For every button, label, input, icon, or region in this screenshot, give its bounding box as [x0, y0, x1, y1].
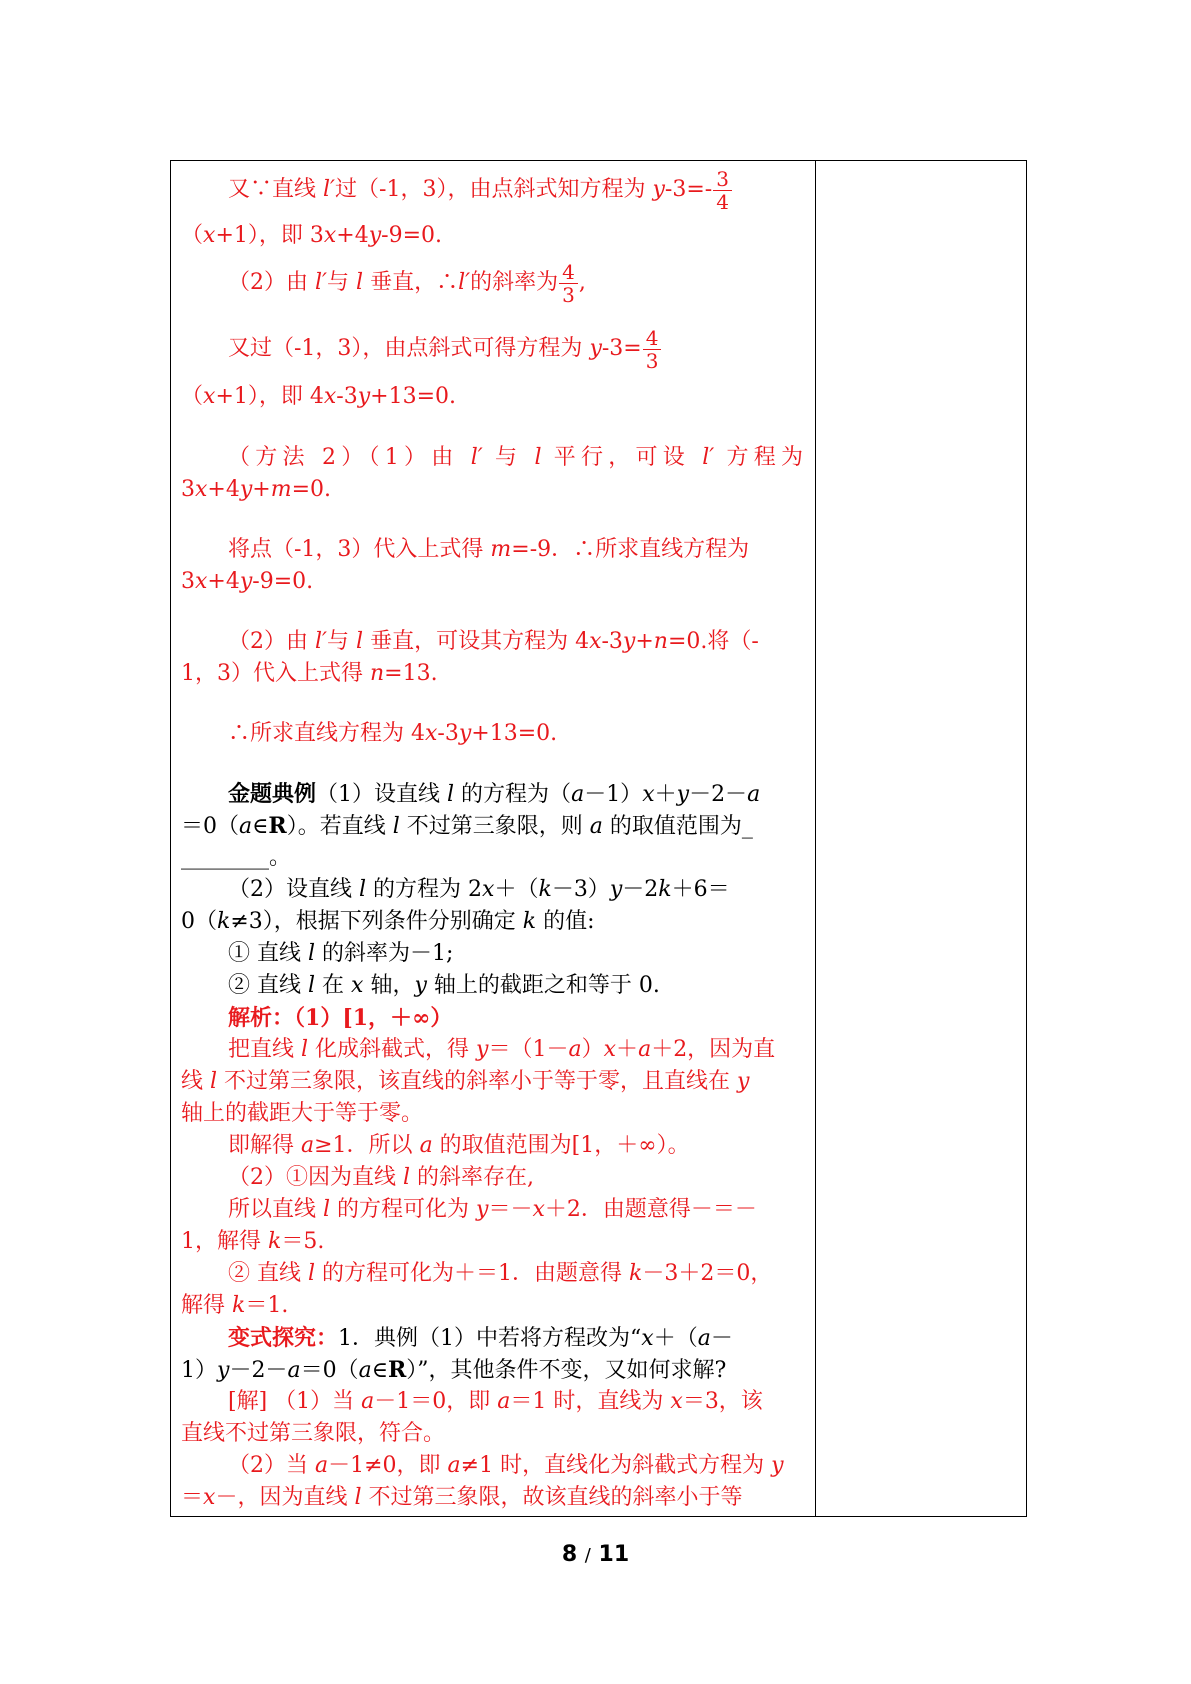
text-line: 解得 k＝1. [181, 1293, 289, 1318]
text-line: ________。 [181, 845, 292, 870]
text-line: （2）①因为直线 l 的斜率存在, [228, 1165, 535, 1190]
text-line: 解析：（1）[1，＋∞） [228, 1005, 453, 1031]
section-heading: 金题典例 [228, 781, 317, 807]
text-line: （2）由 l′与 l 垂直，可设其方程为 4x-3y+n=0.将（- [228, 629, 759, 654]
text-line: 1，3）代入上式得 n=13. [181, 661, 438, 686]
page-total: 11 [598, 1542, 630, 1567]
fraction: $\frac{3}{4}$ [713, 168, 732, 213]
text-line: 0（k≠3），根据下列条件分别确定 k 的值: [181, 909, 595, 934]
text-line: ＝0（a∈R）。若直线 l 不过第三象限，则 a 的取值范围为_ [181, 813, 753, 839]
text-line: 即解得 a≥1．所以 a 的取值范围为[1，＋∞）。 [228, 1133, 690, 1158]
column-divider [815, 161, 816, 1516]
text-line: ② 直线 l 的方程可化为＋＝1．由题意得 k－3＋2＝0， [228, 1261, 773, 1286]
page-number [0, 1542, 1191, 1567]
text-line: 金题典例（1）设直线 l 的方程为（a－1）x＋y－2－a [228, 781, 761, 807]
page-current: 8 [561, 1542, 578, 1567]
text-line: ∴所求直线方程为 4x-3y+13=0. [228, 721, 558, 746]
text-line: 轴上的截距大于等于零。 [181, 1101, 424, 1126]
text-line: ① 直线 l 的斜率为－1; [228, 941, 454, 966]
text-line: 3x+4y+m=0. [181, 477, 332, 502]
text-line: 变式探究：1．典例（1）中若将方程改为“x＋（a－ [228, 1325, 733, 1351]
text-line: ② 直线 l 在 x 轴，y 轴上的截距之和等于 0. [228, 973, 660, 998]
text-line: 又∵直线 l′过（-1，3），由点斜式知方程为 y-3=- $\frac{3}{4}$ [181, 164, 803, 216]
text-line: 3x+4y-9=0. [181, 569, 314, 594]
text-line: （2）当 a－1≠0，即 a≠1 时，直线化为斜截式方程为 y [228, 1453, 784, 1478]
text-line: ＝x－，因为直线 l 不过第三象限，故该直线的斜率小于等 [181, 1485, 743, 1510]
lesson-table [170, 160, 1027, 1517]
text-line: （x+1），即 3x+4y-9=0. [181, 223, 443, 248]
section-heading: 变式探究： [228, 1325, 339, 1351]
text-line: （x+1），即 4x-3y+13=0. [181, 384, 457, 409]
text-line: 1，解得 k＝5. [181, 1229, 325, 1254]
text-line: 将点（-1，3）代入上式得 m=-9．∴所求直线方程为 [228, 537, 750, 562]
text-line: 1）y－2－a＝0（a∈R）”，其他条件不变，又如何求解? [181, 1357, 727, 1383]
text-line: 线 l 不过第三象限，该直线的斜率小于等于零，且直线在 y [181, 1069, 750, 1094]
text-line: 直线不过第三象限，符合。 [181, 1421, 446, 1446]
fraction: $\frac{4}{3}$ [643, 327, 662, 372]
text-line: （2）由 l′与 l 垂直，∴l′的斜率为 $\frac{4}{3}$ , [228, 259, 586, 307]
content-cell [181, 161, 803, 1516]
text-line: 又过（-1，3），由点斜式可得方程为 y-3= $\frac{4}{3}$ [181, 323, 803, 375]
page-separator: / [584, 1545, 591, 1566]
fraction: $\frac{4}{3}$ [559, 261, 578, 306]
text-line: （2）设直线 l 的方程为 2x＋（k－3）y－2k＋6＝ [228, 877, 730, 902]
text-line: [解] （1）当 a－1＝0，即 a＝1 时，直线为 x＝3，该 [228, 1389, 763, 1414]
text-line: 所以直线 l 的方程可化为 y＝－x＋2．由题意得－＝－ [228, 1197, 757, 1222]
text-line: 把直线 l 化成斜截式，得 y＝（1－a）x＋a＋2，因为直 [228, 1037, 776, 1062]
text-line: （方法 2）（1）由 l′ 与 l 平行，可设 l′ 方程为 [228, 445, 803, 470]
section-heading: 解析： [228, 1005, 295, 1031]
